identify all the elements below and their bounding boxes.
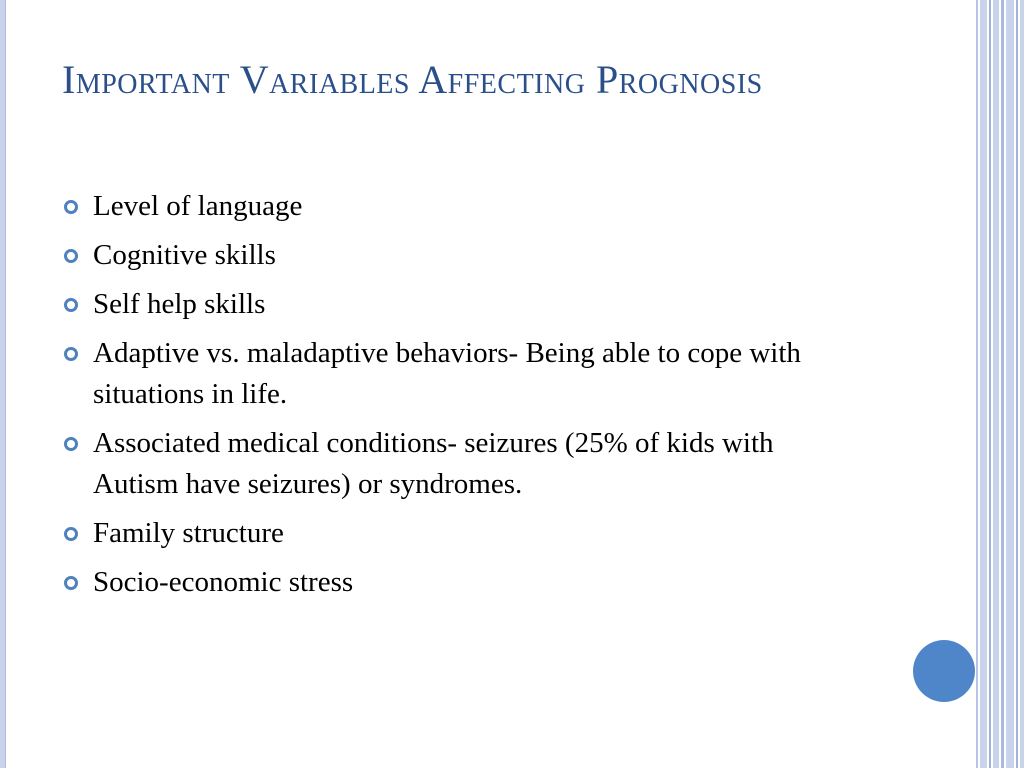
bullet-item (62, 284, 862, 325)
right-stripe-decoration (989, 0, 991, 768)
bullet-item (62, 513, 862, 554)
right-stripe-decoration (976, 0, 978, 768)
bullet-text: Level of language (93, 190, 303, 222)
right-stripe-decoration (1001, 0, 1004, 768)
bullet-item (62, 562, 862, 603)
right-stripe-decoration (1006, 0, 1014, 768)
ring-bullet-icon (64, 347, 78, 361)
bullet-text: Associated medical conditions- seizures (25% of kids with Autism have seizures) or syndromes. (93, 427, 774, 500)
bullet-item (62, 333, 862, 415)
slide-title: Important Variables Affecting Prognosis (62, 57, 763, 102)
ring-bullet-icon (64, 249, 78, 263)
right-stripe-decoration (980, 0, 987, 768)
bullet-text: Socio-economic stress (93, 566, 354, 598)
right-stripe-decoration (1016, 0, 1018, 768)
right-stripe-decoration (993, 0, 999, 768)
bullet-list (62, 186, 862, 611)
ring-bullet-icon (64, 298, 78, 312)
bullet-item (62, 186, 862, 227)
ring-bullet-icon (64, 200, 78, 214)
bullet-text: Family structure (93, 517, 284, 549)
left-border-decoration (0, 0, 6, 768)
bullet-text: Adaptive vs. maladaptive behaviors- Being able to cope with situations in life. (93, 337, 801, 410)
right-stripe-decoration (1020, 0, 1024, 768)
bullet-item (62, 423, 862, 505)
blue-circle-icon (913, 640, 975, 702)
bullet-item (62, 235, 862, 276)
ring-bullet-icon (64, 437, 78, 451)
bullet-text: Self help skills (93, 288, 266, 320)
ring-bullet-icon (64, 527, 78, 541)
ring-bullet-icon (64, 576, 78, 590)
bullet-text: Cognitive skills (93, 239, 276, 271)
